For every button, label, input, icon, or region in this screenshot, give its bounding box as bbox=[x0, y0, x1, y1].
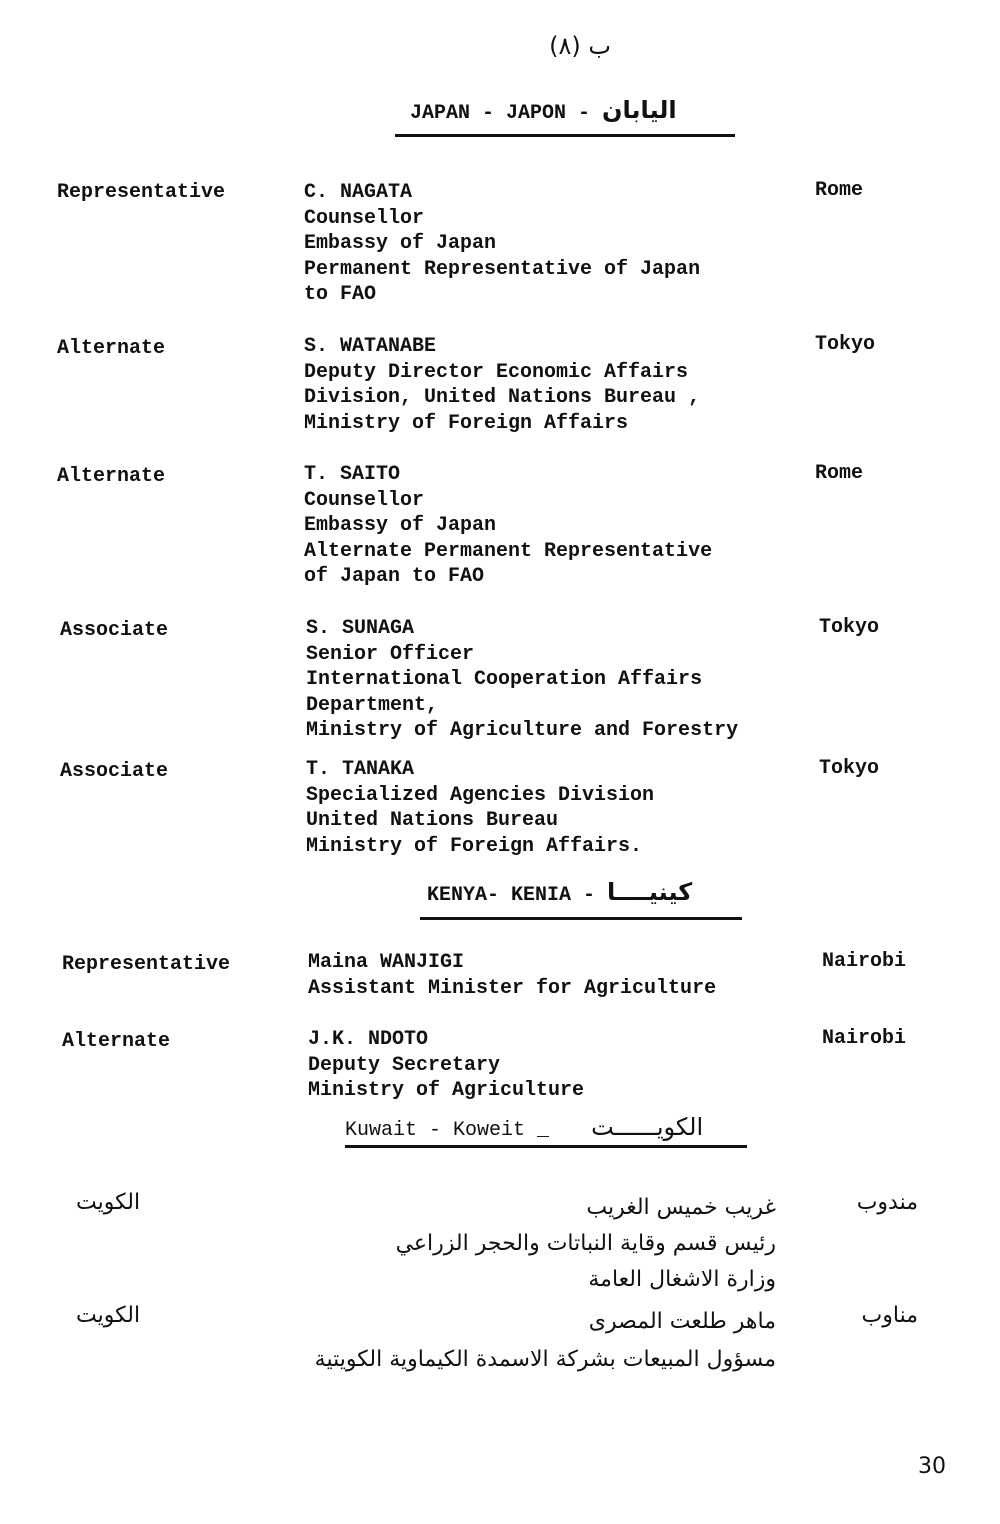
section-heading-arabic: كينيــــا bbox=[607, 878, 693, 906]
entry-name: غريب خميس الغريب bbox=[586, 1195, 776, 1220]
entry-details bbox=[304, 180, 700, 308]
entry-city: Nairobi bbox=[822, 950, 907, 973]
entry-city: Tokyo bbox=[819, 757, 880, 780]
entry-role: مندوب bbox=[856, 1190, 918, 1215]
entry-name: T. SAITO bbox=[304, 463, 401, 486]
entry-name: S. WATANABE bbox=[304, 335, 437, 358]
entry-line: Permanent Representative of Japan bbox=[304, 257, 701, 281]
entry-line: Assistant Minister for Agriculture bbox=[308, 976, 717, 1000]
heading-underline bbox=[420, 917, 742, 920]
entry-name: J.K. NDOTO bbox=[308, 1028, 429, 1051]
entry-city: Tokyo bbox=[815, 333, 876, 356]
entry-role: Alternate bbox=[57, 337, 166, 360]
entry-line: Specialized Agencies Division bbox=[306, 783, 655, 807]
entry-line: to FAO bbox=[304, 283, 377, 306]
section-heading-latin: Kuwait - Koweit _ bbox=[345, 1119, 550, 1142]
entry-name: Maina WANJIGI bbox=[308, 951, 465, 974]
entry-role: Alternate bbox=[62, 1030, 171, 1053]
entry-line: Counsellor bbox=[304, 206, 425, 230]
entry-city: Rome bbox=[815, 179, 864, 202]
entry-line: Deputy Director Economic Affairs bbox=[304, 360, 689, 384]
entry-name: T. TANAKA bbox=[306, 758, 415, 781]
page-number: 30 bbox=[918, 1454, 946, 1479]
heading-underline bbox=[395, 134, 735, 137]
entry-name: C. NAGATA bbox=[304, 181, 413, 204]
entry-city: Rome bbox=[815, 462, 864, 485]
entry-line: International Cooperation Affairs bbox=[306, 668, 703, 691]
entry-city: Nairobi bbox=[822, 1027, 907, 1050]
entry-line: مسؤول المبيعات بشركة الاسمدة الكيماوية الكويتية bbox=[314, 1347, 776, 1372]
entry-line: Ministry of Foreign Affairs bbox=[304, 411, 629, 435]
entry-city: الكويت bbox=[76, 1303, 141, 1328]
section-heading-kenya bbox=[427, 880, 692, 909]
entry-role: Associate bbox=[60, 760, 169, 783]
entry-city: Tokyo bbox=[819, 616, 880, 639]
entry-name: S. SUNAGA bbox=[306, 617, 415, 640]
section-heading-arabic: اليابان bbox=[602, 96, 677, 124]
entry-line: Counsellor bbox=[304, 488, 425, 512]
entry-line: of Japan to FAO bbox=[304, 565, 485, 588]
entry-line: Senior Officer bbox=[306, 642, 475, 666]
section-heading-latin: JAPAN - JAPON - bbox=[410, 102, 591, 125]
entry-details bbox=[308, 1027, 584, 1104]
entry-details bbox=[315, 1303, 776, 1379]
entry-line: رئيس قسم وقاية النباتات والحجر الزراعي bbox=[395, 1231, 776, 1256]
entry-role: مناوب bbox=[861, 1303, 918, 1328]
entry-line: وزارة الاشغال العامة bbox=[588, 1267, 776, 1292]
entry-role: Alternate bbox=[57, 465, 166, 488]
page-header: ب (٨) bbox=[549, 32, 611, 60]
section-heading-japan bbox=[410, 98, 677, 127]
section-heading-latin: KENYA- KENIA - bbox=[427, 884, 596, 907]
entry-details bbox=[304, 462, 712, 590]
section-heading-arabic: الكويــــــت bbox=[591, 1113, 704, 1141]
heading-underline bbox=[345, 1145, 747, 1148]
entry-role: Associate bbox=[60, 619, 169, 642]
entry-details bbox=[308, 950, 716, 1001]
entry-city: الكويت bbox=[76, 1190, 141, 1215]
entry-details bbox=[304, 334, 700, 436]
entry-line: Embassy of Japan bbox=[304, 514, 497, 537]
entry-line: Ministry of Agriculture and Forestry bbox=[306, 719, 739, 742]
entry-line: Embassy of Japan bbox=[304, 232, 497, 255]
entry-line: Ministry of Agriculture bbox=[308, 1079, 585, 1102]
entry-line: Ministry of Foreign Affairs. bbox=[306, 834, 643, 858]
entry-name: ماهر طلعت المصرى bbox=[588, 1309, 776, 1334]
entry-line: Department, bbox=[306, 693, 439, 717]
section-heading-kuwait bbox=[345, 1113, 703, 1142]
entry-details bbox=[306, 757, 654, 859]
entry-details bbox=[396, 1190, 776, 1298]
entry-line: Deputy Secretary bbox=[308, 1053, 501, 1077]
entry-details bbox=[306, 616, 738, 744]
entry-line: Alternate Permanent Representative bbox=[304, 539, 713, 563]
entry-line: United Nations Bureau bbox=[306, 809, 559, 832]
entry-role: Representative bbox=[62, 953, 231, 976]
entry-line: Division, United Nations Bureau , bbox=[304, 386, 701, 409]
entry-role: Representative bbox=[57, 181, 226, 204]
